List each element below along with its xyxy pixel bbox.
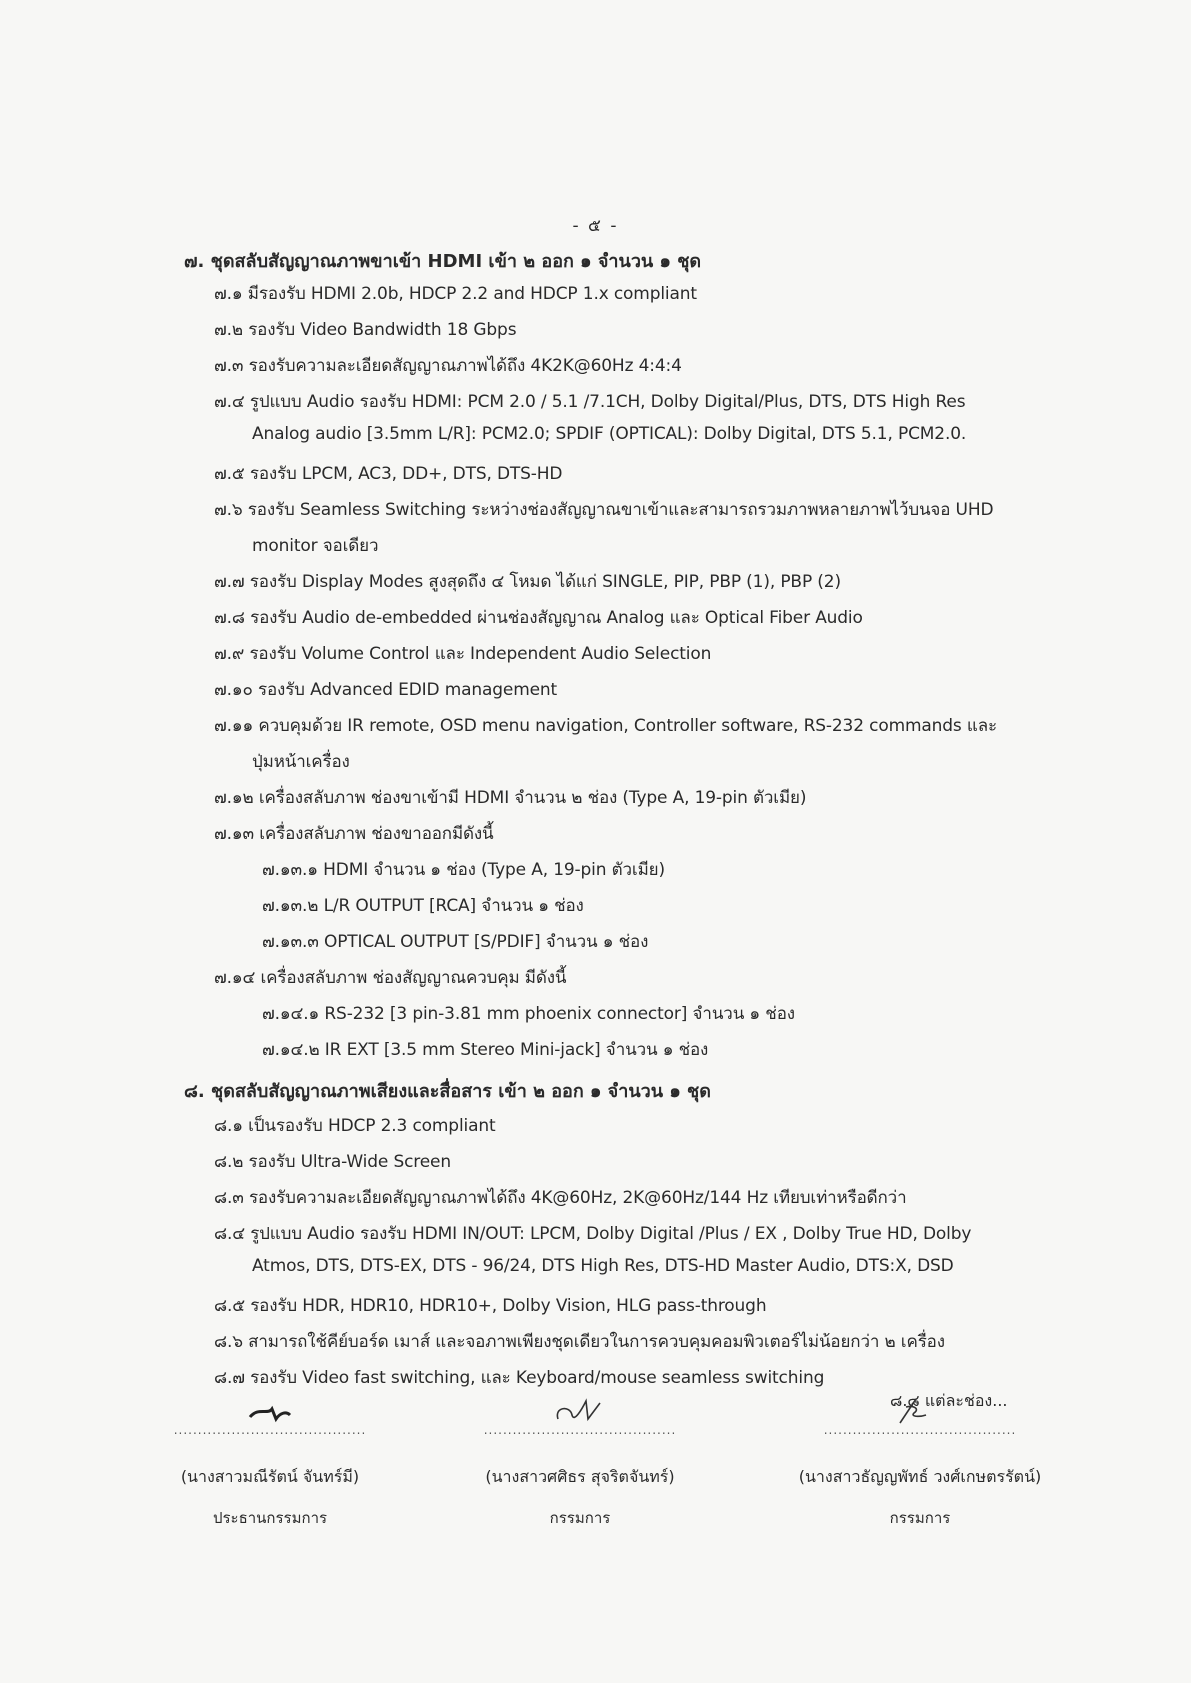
signer-role: กรรมการ [889,1509,951,1527]
signature-block-member-1 [410,1415,750,1530]
sub-list-item: ๗.๑๔.๑ RS-232 [3 pin-3.81 mm phoenix connector] จำนวน ๑ ช่อง [262,1004,795,1024]
list-item: ๗.๙ รองรับ Volume Control และ Independent Audio Selection [214,644,712,664]
section-8-heading: ๘. ชุดสลับสัญญาณภาพเสียงและสื่อสาร เข้า ๒ ออก ๑ จำนวน ๑ ชุด [184,1081,711,1102]
signer-name: (นางสาวมณีรัตน์ จันทร์มี) [180,1467,360,1486]
signer-role: ประธานกรรมการ [212,1509,328,1527]
signature-scribble-icon [750,1389,1090,1429]
sub-list-item: ๗.๑๔.๒ IR EXT [3.5 mm Stereo Mini-jack] จำนวน ๑ ช่อง [262,1040,709,1060]
section-7-heading: ๗. ชุดสลับสัญญาณภาพขาเข้า HDMI เข้า ๒ ออก ๑ จำนวน ๑ ชุด [184,251,702,272]
page-number: - ๕ - [572,216,619,236]
list-item: ๗.๑๒ เครื่องสลับภาพ ช่องขาเข้ามี HDMI จำนวน ๒ ช่อง (Type A, 19-pin ตัวเมีย) [214,788,807,808]
list-item: ๘.๔ รูปแบบ Audio รองรับ HDMI IN/OUT: LPCM, Dolby Digital /Plus / EX , Dolby True HD, Dolby [214,1224,972,1244]
list-item: ๗.๑ มีรองรับ HDMI 2.0b, HDCP 2.2 and HDCP 1.x compliant [214,284,697,304]
list-item: ๗.๔ รูปแบบ Audio รองรับ HDMI: PCM 2.0 / 5.1 /7.1CH, Dolby Digital/Plus, DTS, DTS High Res [214,392,966,412]
sub-list-item: ๗.๑๓.๑ HDMI จำนวน ๑ ช่อง (Type A, 19-pin ตัวเมีย) [262,860,665,880]
sub-list-item: ๗.๑๓.๒ L/R OUTPUT [RCA] จำนวน ๑ ช่อง [262,896,584,916]
list-item: ๗.๒ รองรับ Video Bandwidth 18 Gbps [214,320,517,340]
list-item: ๘.๕ รองรับ HDR, HDR10, HDR10+, Dolby Vision, HLG pass-through [214,1296,767,1316]
signature-line: ........................................ [410,1415,750,1445]
signature-scribble-icon [410,1389,750,1429]
list-item: ๗.๘ รองรับ Audio de-embedded ผ่านช่องสัญญาณ Analog และ Optical Fiber Audio [214,608,863,628]
sub-list-item: ๗.๑๓.๓ OPTICAL OUTPUT [S/PDIF] จำนวน ๑ ช่อง [262,932,649,952]
signer-name: (นางสาวศศิธร สุจริตจันทร์) [485,1467,675,1486]
list-item: ๘.๒ รองรับ Ultra-Wide Screen [214,1152,451,1172]
signature-line: ........................................ [100,1415,440,1445]
list-item-continuation: Atmos, DTS, DTS-EX, DTS - 96/24, DTS High Res, DTS-HD Master Audio, DTS:X, DSD [252,1256,954,1276]
list-item: ๗.๑๓ เครื่องสลับภาพ ช่องขาออกมีดังนี้ [214,824,494,844]
list-item: ๗.๑๐ รองรับ Advanced EDID management [214,680,558,700]
signer-name: (นางสาวธัญญพัทธ์ วงศ์เกษตรรัตน์) [798,1467,1042,1486]
list-item: ๘.๑ เป็นรองรับ HDCP 2.3 compliant [214,1116,496,1136]
list-item: ๗.๓ รองรับความละเอียดสัญญาณภาพได้ถึง 4K2K@60Hz 4:4:4 [214,356,682,376]
list-item: ๘.๗ รองรับ Video fast switching, และ Keyboard/mouse seamless switching [214,1368,825,1388]
list-item: ๗.๑๑ ควบคุมด้วย IR remote, OSD menu navigation, Controller software, RS-232 commands และ [214,716,997,736]
list-item-continuation: ปุ่มหน้าเครื่อง [252,752,350,772]
list-item: ๗.๑๔ เครื่องสลับภาพ ช่องสัญญาณควบคุม มีดังนี้ [214,968,567,988]
continuation-marker: ๘.๘ แต่ละช่อง... [890,1391,1008,1410]
list-item: ๗.๗ รองรับ Display Modes สูงสุดถึง ๔ โหมด ได้แก่ SINGLE, PIP, PBP (1), PBP (2) [214,572,841,592]
list-item: ๘.๓ รองรับความละเอียดสัญญาณภาพได้ถึง 4K@60Hz, 2K@60Hz/144 Hz เทียบเท่าหรือดีกว่า [214,1188,907,1208]
list-item: ๗.๖ รองรับ Seamless Switching ระหว่างช่องสัญญาณขาเข้าและสามารถรวมภาพหลายภาพไว้บนจอ UHD [214,500,994,520]
signature-block-chair [100,1415,440,1530]
signer-role: กรรมการ [549,1509,611,1527]
list-item-continuation: Analog audio [3.5mm L/R]: PCM2.0; SPDIF (OPTICAL): Dolby Digital, DTS 5.1, PCM2.0. [252,424,967,444]
signature-scribble-icon [100,1389,440,1429]
signature-block-member-2 [750,1415,1090,1530]
signature-line: ........................................ [750,1415,1090,1445]
list-item: ๗.๕ รองรับ LPCM, AC3, DD+, DTS, DTS-HD [214,464,563,484]
list-item: ๘.๖ สามารถใช้คีย์บอร์ด เมาส์ และจอภาพเพียงชุดเดียวในการควบคุมคอมพิวเตอร์ไม่น้อยกว่า ๒ เครื่อง [214,1332,945,1352]
list-item-continuation: monitor จอเดียว [252,536,379,556]
